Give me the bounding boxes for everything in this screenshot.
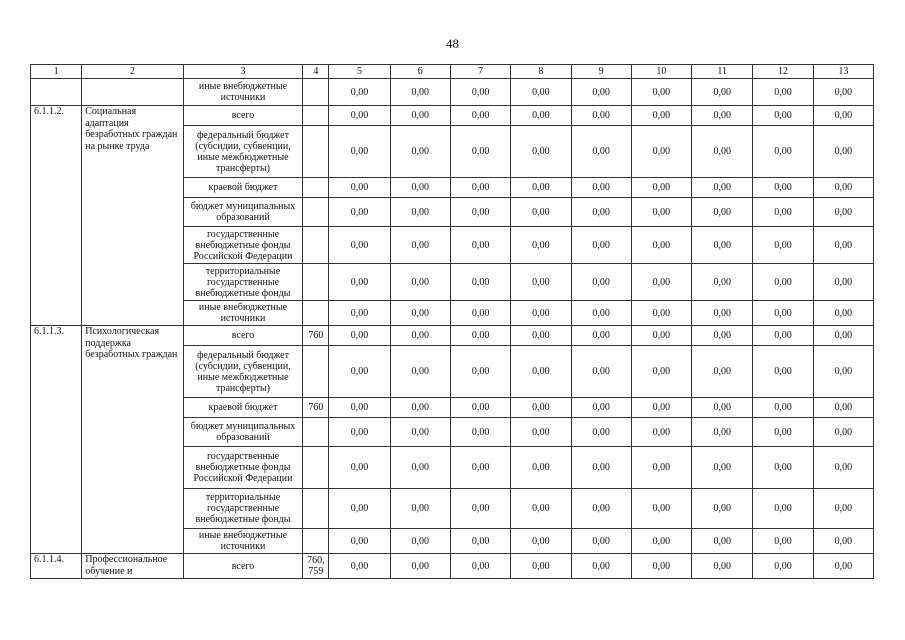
value-cell: 0,00	[753, 301, 813, 326]
value-cell: 0,00	[329, 326, 390, 346]
value-cell: 0,00	[813, 554, 873, 579]
value-cell: 0,00	[390, 554, 450, 579]
code-cell	[303, 106, 329, 126]
value-cell: 0,00	[753, 126, 813, 178]
header-cell: 9	[571, 65, 631, 79]
value-cell: 0,00	[571, 301, 631, 326]
budget-table	[30, 64, 874, 579]
value-cell: 0,00	[450, 346, 510, 398]
value-cell: 0,00	[631, 79, 691, 106]
value-cell: 0,00	[450, 554, 510, 579]
value-cell: 0,00	[390, 79, 450, 106]
item-number-cell	[31, 79, 82, 106]
value-cell: 0,00	[813, 301, 873, 326]
value-cell: 0,00	[813, 529, 873, 554]
value-cell: 0,00	[450, 398, 510, 418]
value-cell: 0,00	[692, 326, 753, 346]
header-cell: 8	[511, 65, 571, 79]
value-cell: 0,00	[753, 346, 813, 398]
header-cell: 11	[692, 65, 753, 79]
value-cell: 0,00	[329, 398, 390, 418]
value-cell: 0,00	[692, 398, 753, 418]
code-cell	[303, 301, 329, 326]
table-row	[31, 326, 874, 346]
value-cell: 0,00	[813, 198, 873, 227]
value-cell: 0,00	[571, 227, 631, 264]
value-cell: 0,00	[511, 198, 571, 227]
value-cell: 0,00	[571, 554, 631, 579]
value-cell: 0,00	[450, 529, 510, 554]
value-cell: 0,00	[692, 489, 753, 529]
item-number-cell: 6.1.1.3.	[31, 326, 82, 554]
funding-source-cell: всего	[183, 106, 303, 126]
header-cell: 6	[390, 65, 450, 79]
value-cell: 0,00	[450, 447, 510, 489]
value-cell: 0,00	[390, 301, 450, 326]
header-cell: 13	[813, 65, 873, 79]
value-cell: 0,00	[571, 398, 631, 418]
value-cell: 0,00	[329, 554, 390, 579]
value-cell: 0,00	[813, 447, 873, 489]
value-cell: 0,00	[753, 106, 813, 126]
value-cell: 0,00	[692, 106, 753, 126]
funding-source-cell: территориальные государственные внебюджетные фонды	[183, 489, 303, 529]
value-cell: 0,00	[631, 447, 691, 489]
value-cell: 0,00	[692, 178, 753, 198]
value-cell: 0,00	[511, 264, 571, 301]
value-cell: 0,00	[692, 264, 753, 301]
value-cell: 0,00	[813, 489, 873, 529]
page-number: 48	[446, 36, 459, 51]
value-cell: 0,00	[571, 418, 631, 447]
value-cell: 0,00	[329, 301, 390, 326]
value-cell: 0,00	[511, 301, 571, 326]
value-cell: 0,00	[631, 301, 691, 326]
code-cell	[303, 529, 329, 554]
value-cell: 0,00	[511, 447, 571, 489]
value-cell: 0,00	[571, 264, 631, 301]
value-cell: 0,00	[450, 264, 510, 301]
code-cell	[303, 126, 329, 178]
code-cell: 760, 759	[303, 554, 329, 579]
value-cell: 0,00	[329, 106, 390, 126]
value-cell: 0,00	[631, 529, 691, 554]
funding-source-cell: всего	[183, 326, 303, 346]
header-row	[31, 65, 874, 79]
value-cell: 0,00	[753, 264, 813, 301]
value-cell: 0,00	[511, 346, 571, 398]
table-row	[31, 79, 874, 106]
code-cell	[303, 264, 329, 301]
header-cell: 4	[303, 65, 329, 79]
funding-source-cell: федеральный бюджет (субсидии, субвенции, иные межбюджетные трансферты)	[183, 346, 303, 398]
value-cell: 0,00	[390, 326, 450, 346]
value-cell: 0,00	[692, 301, 753, 326]
value-cell: 0,00	[511, 554, 571, 579]
value-cell: 0,00	[813, 126, 873, 178]
value-cell: 0,00	[329, 346, 390, 398]
value-cell: 0,00	[390, 264, 450, 301]
value-cell: 0,00	[390, 106, 450, 126]
value-cell: 0,00	[450, 126, 510, 178]
value-cell: 0,00	[511, 178, 571, 198]
value-cell: 0,00	[692, 126, 753, 178]
value-cell: 0,00	[390, 489, 450, 529]
value-cell: 0,00	[813, 227, 873, 264]
code-cell	[303, 489, 329, 529]
value-cell: 0,00	[511, 489, 571, 529]
value-cell: 0,00	[813, 178, 873, 198]
value-cell: 0,00	[450, 178, 510, 198]
code-cell	[303, 79, 329, 106]
value-cell: 0,00	[390, 529, 450, 554]
value-cell: 0,00	[450, 489, 510, 529]
header-cell: 2	[82, 65, 183, 79]
value-cell: 0,00	[692, 79, 753, 106]
table-body	[31, 65, 874, 579]
value-cell: 0,00	[571, 178, 631, 198]
code-cell	[303, 346, 329, 398]
funding-source-cell: территориальные государственные внебюджетные фонды	[183, 264, 303, 301]
value-cell: 0,00	[571, 79, 631, 106]
value-cell: 0,00	[753, 398, 813, 418]
value-cell: 0,00	[753, 79, 813, 106]
item-name-cell: Психологическая поддержка безработных граждан	[82, 326, 183, 554]
value-cell: 0,00	[390, 227, 450, 264]
value-cell: 0,00	[813, 398, 873, 418]
value-cell: 0,00	[753, 447, 813, 489]
value-cell: 0,00	[571, 326, 631, 346]
value-cell: 0,00	[511, 529, 571, 554]
value-cell: 0,00	[631, 489, 691, 529]
value-cell: 0,00	[753, 554, 813, 579]
value-cell: 0,00	[631, 178, 691, 198]
value-cell: 0,00	[390, 198, 450, 227]
value-cell: 0,00	[450, 227, 510, 264]
value-cell: 0,00	[813, 418, 873, 447]
header-cell: 1	[31, 65, 82, 79]
funding-source-cell: всего	[183, 554, 303, 579]
value-cell: 0,00	[571, 106, 631, 126]
funding-source-cell: краевой бюджет	[183, 178, 303, 198]
value-cell: 0,00	[329, 79, 390, 106]
value-cell: 0,00	[390, 418, 450, 447]
value-cell: 0,00	[329, 529, 390, 554]
value-cell: 0,00	[390, 178, 450, 198]
header-cell: 12	[753, 65, 813, 79]
funding-source-cell: государственные внебюджетные фонды Российской Федерации	[183, 447, 303, 489]
item-name-cell: Социальная адаптация безработных граждан на рынке труда	[82, 106, 183, 326]
value-cell: 0,00	[571, 447, 631, 489]
header-cell: 7	[450, 65, 510, 79]
value-cell: 0,00	[631, 198, 691, 227]
value-cell: 0,00	[390, 346, 450, 398]
value-cell: 0,00	[753, 198, 813, 227]
value-cell: 0,00	[571, 346, 631, 398]
header-cell: 5	[329, 65, 390, 79]
funding-source-cell: краевой бюджет	[183, 398, 303, 418]
item-name-cell	[82, 79, 183, 106]
funding-source-cell: иные внебюджетные источники	[183, 301, 303, 326]
value-cell: 0,00	[753, 178, 813, 198]
code-cell	[303, 418, 329, 447]
funding-source-cell: иные внебюджетные источники	[183, 529, 303, 554]
value-cell: 0,00	[571, 198, 631, 227]
value-cell: 0,00	[329, 264, 390, 301]
value-cell: 0,00	[329, 418, 390, 447]
header-cell: 3	[183, 65, 303, 79]
value-cell: 0,00	[390, 126, 450, 178]
value-cell: 0,00	[631, 106, 691, 126]
table-row	[31, 554, 874, 579]
funding-source-cell: бюджет муниципальных образований	[183, 198, 303, 227]
code-cell: 760	[303, 398, 329, 418]
value-cell: 0,00	[753, 227, 813, 264]
value-cell: 0,00	[813, 106, 873, 126]
value-cell: 0,00	[511, 418, 571, 447]
value-cell: 0,00	[692, 529, 753, 554]
value-cell: 0,00	[571, 529, 631, 554]
funding-source-cell: государственные внебюджетные фонды Российской Федерации	[183, 227, 303, 264]
value-cell: 0,00	[692, 198, 753, 227]
value-cell: 0,00	[390, 398, 450, 418]
value-cell: 0,00	[450, 418, 510, 447]
value-cell: 0,00	[329, 126, 390, 178]
value-cell: 0,00	[631, 227, 691, 264]
value-cell: 0,00	[390, 447, 450, 489]
value-cell: 0,00	[813, 264, 873, 301]
value-cell: 0,00	[753, 326, 813, 346]
value-cell: 0,00	[813, 346, 873, 398]
code-cell	[303, 178, 329, 198]
funding-source-cell: федеральный бюджет (субсидии, субвенции, иные межбюджетные трансферты)	[183, 126, 303, 178]
value-cell: 0,00	[450, 79, 510, 106]
value-cell: 0,00	[631, 326, 691, 346]
value-cell: 0,00	[692, 346, 753, 398]
value-cell: 0,00	[631, 418, 691, 447]
value-cell: 0,00	[631, 126, 691, 178]
value-cell: 0,00	[329, 489, 390, 529]
item-number-cell: 6.1.1.2.	[31, 106, 82, 326]
code-cell	[303, 198, 329, 227]
value-cell: 0,00	[511, 126, 571, 178]
value-cell: 0,00	[571, 489, 631, 529]
value-cell: 0,00	[753, 489, 813, 529]
value-cell: 0,00	[329, 447, 390, 489]
value-cell: 0,00	[329, 178, 390, 198]
value-cell: 0,00	[692, 227, 753, 264]
value-cell: 0,00	[329, 198, 390, 227]
funding-source-cell: бюджет муниципальных образований	[183, 418, 303, 447]
header-cell: 10	[631, 65, 691, 79]
value-cell: 0,00	[450, 106, 510, 126]
value-cell: 0,00	[450, 301, 510, 326]
value-cell: 0,00	[450, 198, 510, 227]
value-cell: 0,00	[329, 227, 390, 264]
value-cell: 0,00	[631, 264, 691, 301]
value-cell: 0,00	[511, 326, 571, 346]
value-cell: 0,00	[692, 418, 753, 447]
value-cell: 0,00	[813, 326, 873, 346]
value-cell: 0,00	[511, 79, 571, 106]
value-cell: 0,00	[450, 326, 510, 346]
value-cell: 0,00	[753, 418, 813, 447]
code-cell: 760	[303, 326, 329, 346]
value-cell: 0,00	[631, 554, 691, 579]
item-number-cell: 6.1.1.4.	[31, 554, 82, 579]
value-cell: 0,00	[571, 126, 631, 178]
funding-source-cell: иные внебюджетные источники	[183, 79, 303, 106]
value-cell: 0,00	[813, 79, 873, 106]
code-cell	[303, 227, 329, 264]
value-cell: 0,00	[511, 398, 571, 418]
value-cell: 0,00	[631, 398, 691, 418]
value-cell: 0,00	[753, 529, 813, 554]
item-name-cell: Профессиональное обучение и	[82, 554, 183, 579]
value-cell: 0,00	[511, 227, 571, 264]
value-cell: 0,00	[692, 554, 753, 579]
value-cell: 0,00	[511, 106, 571, 126]
code-cell	[303, 447, 329, 489]
table-row	[31, 106, 874, 126]
value-cell: 0,00	[631, 346, 691, 398]
value-cell: 0,00	[692, 447, 753, 489]
